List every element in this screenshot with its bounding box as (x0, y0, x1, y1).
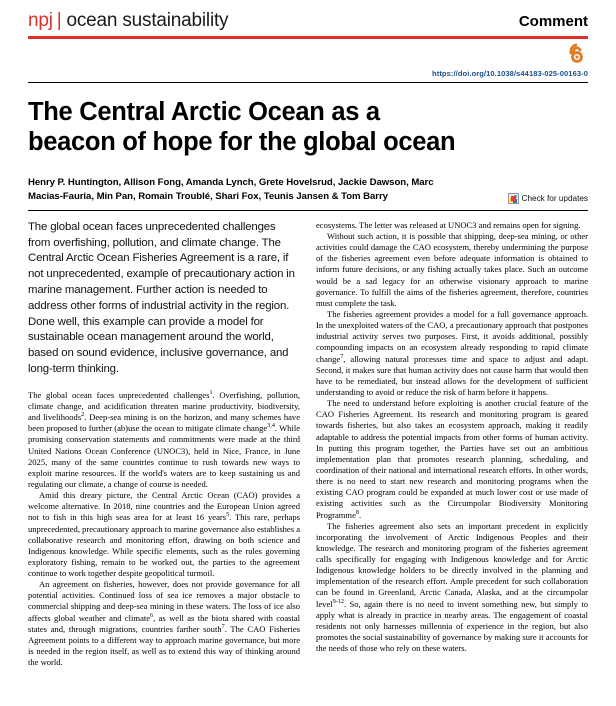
doi-link[interactable]: https://doi.org/10.1038/s44183-025-00163-0 (432, 68, 588, 78)
body-paragraph: Amid this dreary picture, the Central Arctic Ocean (CAO) provides a welcome alternative. In 2018, nine countries and the European Union agreed not to fish in this high seas area for at least 16 years$^5$. This rare, perhaps unprecedented, precautionary approach to marine governance also establishes a collaborative research and monitoring effort, drawing on both science and Indigenous knowledge. While specific elements, such as the rules governing exploratory fishing, remain to be worked out, the parties to the agreement continue to work together despite geopolitical turmoil. (28, 490, 300, 579)
journal-title: ocean sustainability (66, 10, 229, 31)
body-paragraph: The global ocean faces unprecedented challenges$^1$. Overfishing, pollution, climate change, and acidification threaten marine productivity, biodiversity, and livelihoods$^2$. Deep-sea mining is on the horizon, and many schemes have been proposed to further (ab)use the ocean to mitigate climate change$^{3,4}$. While promising conservation statements and commitments were made at the third United Nations Ocean Conference (UNOC3), held in Nice, France, in June 2025, many of the same countries continue to rush towards new ways to exploit marine resources. If the world's waters are to keep sustaining us and regulating our climate, a change of course is needed. (28, 388, 300, 489)
masthead (28, 0, 588, 32)
open-access-lock-icon[interactable] (566, 43, 588, 65)
body-paragraph: Without such action, it is possible that shipping, deep-sea mining, or other activities could damage the CAO ecosystem, thereby undermining the purpose of the fisheries agreement even before adequate information is obtained to inform future decisions, or any fishing actually takes place. Such an outcome would be a sad legacy for an otherwise visionary approach to marine governance. To fulfill the aims of the fisheries agreement, therefore, countries must complete the task. (316, 230, 588, 308)
doi-divider (28, 82, 588, 83)
open-access-row (28, 39, 588, 69)
article-type-label: Comment (518, 13, 588, 30)
npj-logo: npj (28, 10, 53, 31)
body-paragraph: ecosystems. The letter was released at UNOC3 and remains open for signing. (316, 219, 581, 230)
page-title: The Central Arctic Ocean as a beacon of hope for the global ocean (28, 97, 456, 156)
check-for-updates-label: Check for updates (521, 193, 588, 203)
body-paragraph: The need to understand before exploiting is another crucial feature of the CAO Fisheries Agreement. Its research and monitoring program is geared towards fisheries, but also takes an ecosystem approach, making it readily adaptable to address the potential impacts from other forms of human activity. In putting this program together, the Parties have set out an ambitious implementation plan that promotes research planning, scheduling, and coordination of their national and international research efforts. In other words, there is no need to start new research and monitoring programs when the existing CAO program could be expanded at much lower cost or use made of existing activities such as the Circumpolar Biodiversity Monitoring Programme$^8$. (316, 398, 588, 520)
check-for-updates-badge[interactable] (508, 193, 588, 204)
journal-branding[interactable] (28, 10, 228, 32)
lead-paragraph: The global ocean faces unprecedented challenges from overfishing, pollution, and climate change. The Central Arctic Ocean Fisheries Agreement is a rare, if not unprecedented, example of precautionary action in marine management. Further action is needed to address other forms of industrial activity in the region. Done well, this example can provide a model for sustainable ocean management around the world, based on sound evidence, inclusive governance, and long-term thinking. (28, 220, 295, 376)
authors-block (28, 176, 588, 204)
right-column (316, 220, 588, 668)
brand-separator: | (56, 10, 62, 31)
left-column (28, 220, 300, 668)
crossmark-icon (508, 193, 519, 204)
body-paragraph: The fisheries agreement provides a model for a full governance approach. In the unexploited waters of the CAO, a precautionary approach that postpones industrial activity serves two purposes. First, it avoids additional, possibly compounding impacts on an ecosystem already responding to rapid climate change$^7$, allowing natural processes time and space to adjust and adapt. Second, it makes sure that human activity does not cause harm that would then have to be remediated, but instead allows for the development of sufficient understanding to avoid or reduce the risk of harm before it happens. (316, 308, 588, 397)
author-list: Henry P. Huntington, Allison Fong, Amanda Lynch, Grete Hovelsrud, Jackie Dawson, Marc Macias-Fauria, Min Pan, Romain Troublé, Shari Fox, Teunis Jansen & Tom Barry (28, 176, 434, 202)
article-body (28, 220, 588, 668)
body-paragraph: An agreement on fisheries, however, does not provide governance for all potential activities. Continued loss of sea ice removes a major obstacle to commercial shipping and deep-sea mining in these waters. The loss of ice also affects global weather and climate$^6$, as well as the biota shared with coastal states and, through migrations, countries farther south$^7$. The CAO Fisheries Agreement points to a different way to approach marine governance, but more is needed in the region itself, as well as to extend this way of thinking around the world. (28, 579, 300, 668)
body-paragraph: The fisheries agreement also sets an important precedent in explicitly incorporating the involvement of Arctic Indigenous Peoples and their knowledge. The research and monitoring program of the fisheries agreement calls specifically for engaging with Indigenous knowledge and for Arctic Indigenous knowledge holders to be directly involved in the planning and implementation of the research effort. Ample precedent for such collaboration can be found in Greenland, Arctic Canada, Alaska, and at the circumpolar level$^{9-12}$. So, again there is no need to invent something new, but simply to apply what is already in practice in nearby areas. The engagement of coastal residents not only harnesses millennia of experience in the region, but also promotes the social sustainability of governance by making sure it accounts for the needs of those who rely on these waters. (316, 520, 588, 654)
authors-divider (28, 210, 588, 211)
